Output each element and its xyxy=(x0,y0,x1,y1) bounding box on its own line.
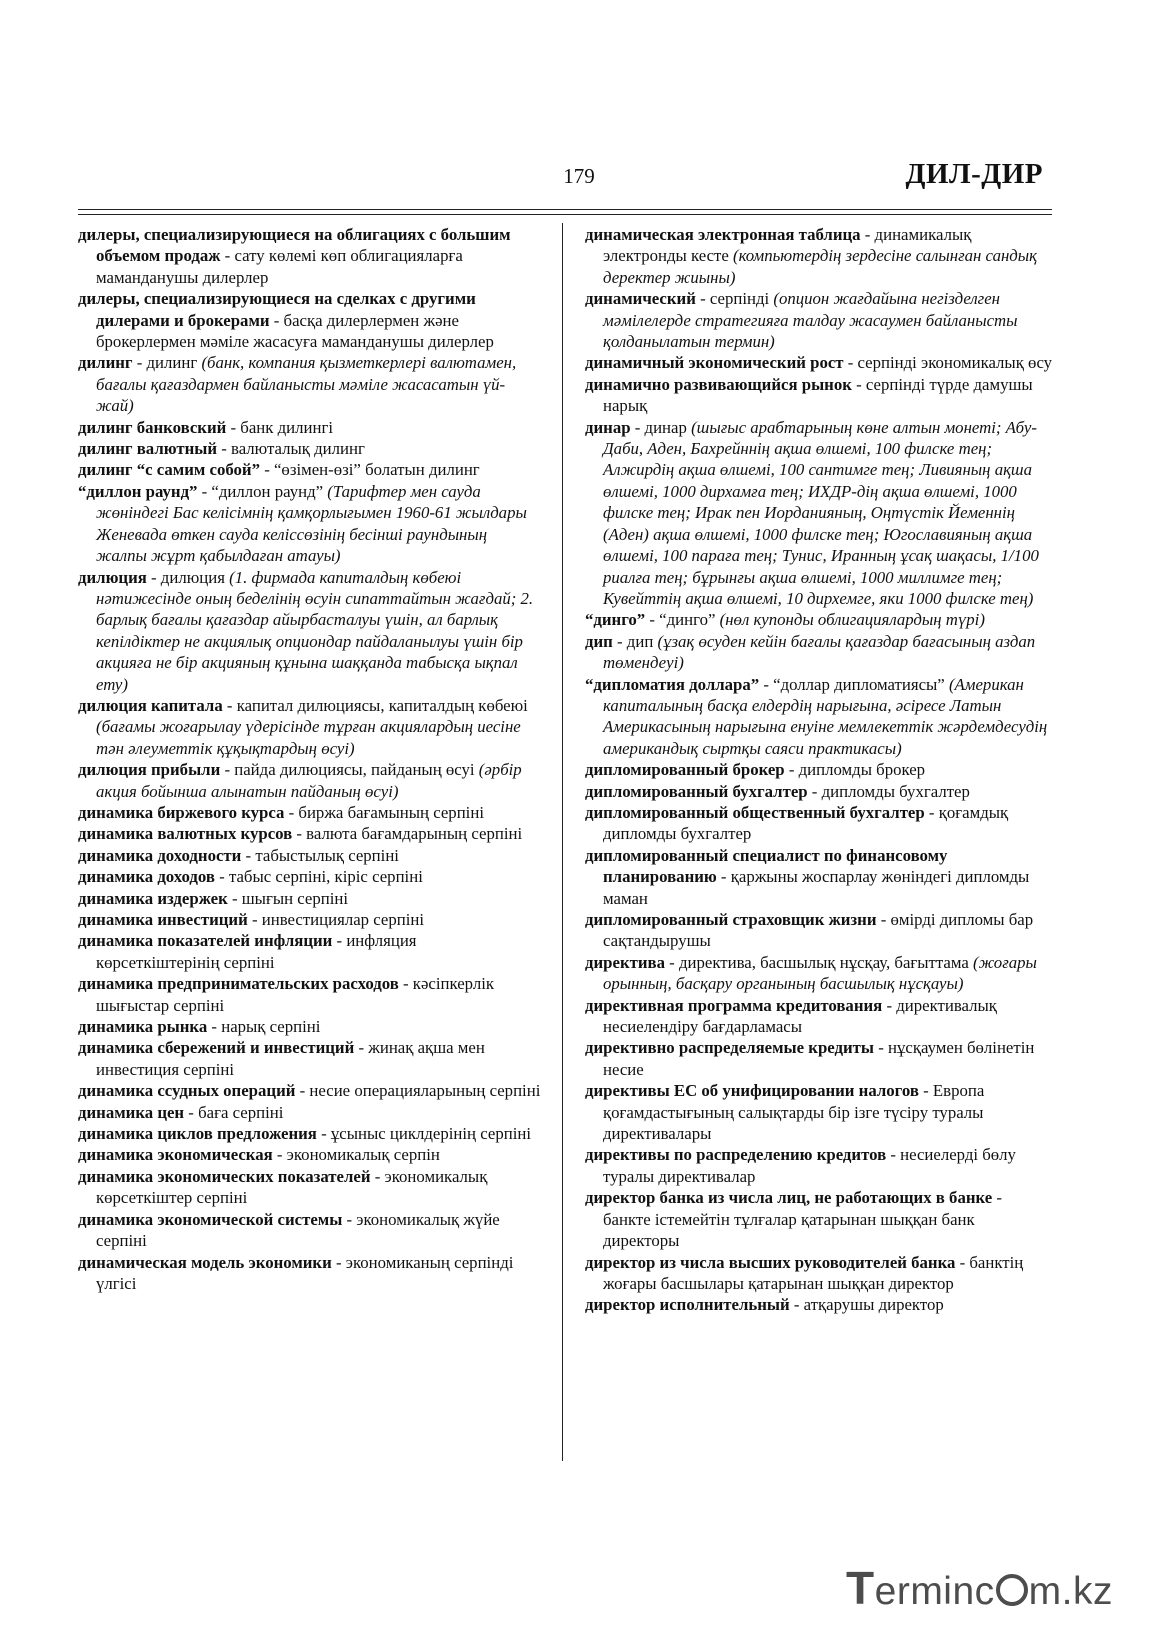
dictionary-entry xyxy=(78,1123,541,1144)
entry-term: динамическая электронная таблица xyxy=(585,225,861,244)
entry-definition: - “диллон раунд” xyxy=(197,481,328,501)
dictionary-entry xyxy=(585,288,1053,352)
entry-term: дилюция капитала xyxy=(78,695,223,715)
entry-term: динамика доходов xyxy=(78,867,215,887)
entry-definition: - экономикалық серпін xyxy=(272,1145,440,1165)
entry-term: динамика циклов предложения xyxy=(78,1124,317,1144)
entry-definition: - серпінді xyxy=(695,289,774,309)
entry-definition: - “өзімен-өзі” болатын дилинг xyxy=(260,460,480,480)
entry-note: (банк, компания қызметкерлері валютамен, бағалы қағаздармен байланысты мәміле жасасатын үй-жай) xyxy=(96,353,517,416)
entry-term: директор банка из числа лиц, не работающих в банке xyxy=(585,1188,993,1208)
entry-term: дилинг банковский xyxy=(78,417,227,437)
entry-definition: - директивалық несиелендіру бағдарламасы xyxy=(603,995,997,1037)
entry-definition: - сату көлемі көп облигацияларға маманданушы дилерлер xyxy=(96,246,463,287)
dictionary-entry xyxy=(78,1144,541,1165)
entry-term: “диллон раунд” xyxy=(78,481,198,501)
entry-term: дипломированный бухгалтер xyxy=(585,781,808,801)
entry-definition: - атқарушы директор xyxy=(789,1295,944,1315)
entry-definition: - басқа дилерлермен және брокерлермен мәміле жасасуға маманданушы дилерлер xyxy=(96,310,494,352)
entry-note: (шығыс арабтарының көне алтын монеті; Абу-Даби, Аден, Бахрейннің ақша өлшемі, 100 филске тең; Алжирдің ақша өлшемі, 100 сантимге тең; Ливияның ақша өлшемі, 1000 дирхамға тең; ИХДР-дің ақша өлшемі, 1000 филске тең; Ирак пен Иорданияның, Оңтүстік Йеменнің (Аден) ақша өлшемі, 1000 филске тең; Югославияның ақша өлшемі, 100 параға тең; Тунис, Иранның ұсақ шақасы, 1/100 риалға тең; бұрынғы ақша өлшемі, 1000 миллимге тең; Кувейттің ақша өлшемі, 10 дирхемге, яки 1000 филске тең) xyxy=(603,417,1039,608)
entry-definition: - дилюция xyxy=(146,567,230,587)
entry-definition: - өмірді дипломы бар сақтандырушы xyxy=(603,910,1034,951)
entry-term: динамика инвестиций xyxy=(78,910,248,929)
entry-definition: - қоғамдық дипломды бухгалтер xyxy=(603,802,1009,844)
dictionary-entry xyxy=(585,674,1053,760)
entry-definition: - дип xyxy=(612,631,658,651)
dictionary-entry xyxy=(585,1187,1053,1251)
entry-definition: - серпінді экономикалық өсу xyxy=(843,353,1053,373)
entry-term: “дипломатия доллара” xyxy=(585,674,760,694)
entry-definition: - серпінді түрде дамушы нарық xyxy=(603,374,1033,416)
entry-term: динамика рынка xyxy=(78,1017,208,1037)
entry-definition: - “доллар дипломатиясы” xyxy=(759,674,949,694)
entry-term: дилинг xyxy=(78,353,133,373)
entry-note: (бағамы жоғарылау үдерісінде тұрған акциялардың иесіне тән әлеуметтік құқықтардың өсуі) xyxy=(96,717,521,758)
entry-term: дилюция прибыли xyxy=(78,760,221,780)
entry-term: динамика показателей инфляции xyxy=(78,931,333,951)
entry-definition: - банктің жоғары басшылары қатарынан шыққан директор xyxy=(603,1252,1024,1293)
entry-definition: - банк дилингі xyxy=(226,417,334,437)
dictionary-entry xyxy=(585,1144,1053,1187)
dictionary-entry xyxy=(78,1016,541,1037)
dictionary-entry xyxy=(78,802,541,823)
column-divider xyxy=(562,223,563,1461)
entry-term: директивная программа кредитования xyxy=(585,995,883,1015)
entry-definition: - “динго” xyxy=(645,610,720,630)
entry-term: дипломированный брокер xyxy=(585,760,785,780)
dictionary-entry xyxy=(78,930,541,973)
dictionary-entry xyxy=(78,1080,541,1101)
entry-note: (Американ капиталының басқа елдердің нарығына, әсіресе Латын Америкасының нарығына енуіне мемлекеттік жәрдемдесудің американдық сыртқы саяси практикасы) xyxy=(603,674,1048,758)
dictionary-entry xyxy=(78,1252,541,1295)
dictionary-entry xyxy=(585,352,1053,373)
entry-note: (жоғары орынның, басқару органының басшылық нұсқауы) xyxy=(603,952,1037,994)
header-rule xyxy=(78,209,1052,210)
dictionary-entry xyxy=(78,288,541,352)
entry-definition: - табыс серпіні, кіріс серпіні xyxy=(214,867,423,887)
entry-definition: - экономикалық жүйе серпіні xyxy=(96,1209,500,1251)
entry-definition: - инфляция көрсеткіштерінің серпіні xyxy=(96,931,417,972)
entry-definition: - нарық серпіні xyxy=(207,1017,321,1037)
entry-term: дипломированный специалист по финансовому планированию xyxy=(585,845,948,887)
entry-note: (нөл купонды облигациялардың түрі) xyxy=(719,610,985,630)
entry-definition: - табыстылық серпіні xyxy=(241,845,399,865)
dictionary-entry xyxy=(78,695,541,759)
entry-term: дип xyxy=(585,631,613,651)
dictionary-entry xyxy=(585,802,1053,845)
dictionary-entry xyxy=(585,374,1053,417)
page-number: 179 xyxy=(563,164,595,188)
entry-term: директор исполнительный xyxy=(585,1295,790,1315)
header-rule xyxy=(78,214,1052,215)
site-logo: Terminc m.kz xyxy=(846,1562,1113,1614)
entry-definition: - капитал дилюциясы, капиталдың көбеюі xyxy=(222,695,528,715)
dictionary-entry xyxy=(78,1166,541,1209)
entry-term: директивы по распределению кредитов xyxy=(585,1145,887,1165)
entry-term: динамика предпринимательских расходов xyxy=(78,974,399,994)
dictionary-entry xyxy=(78,1037,541,1080)
entry-term: дипломированный страховщик жизни xyxy=(585,910,877,929)
entry-term: дилеры, специализирующиеся на сделках с другими дилерами и брокерами xyxy=(78,289,476,330)
dictionary-entry xyxy=(585,952,1053,995)
dictionary-entry xyxy=(78,845,541,866)
dictionary-entry xyxy=(78,973,541,1016)
entry-term: дилинг “с самим собой” xyxy=(78,460,260,480)
entry-definition: - экономикалық көрсеткіштер серпіні xyxy=(96,1166,488,1208)
entry-term: динамика сбережений и инвестиций xyxy=(78,1038,355,1058)
entry-term: динамика экономических показателей xyxy=(78,1166,371,1186)
dictionary-entry xyxy=(585,609,1053,630)
entry-term: динамичный экономический рост xyxy=(585,353,844,373)
dictionary-entry xyxy=(585,1294,1053,1315)
entry-definition: - банкте істемейтін тұлғалар қатарынан шыққан банк директоры xyxy=(603,1188,1002,1251)
dictionary-entry xyxy=(585,995,1053,1038)
entry-term: директивы ЕС об унифицировании налогов xyxy=(585,1081,919,1101)
dictionary-entry xyxy=(585,909,1053,952)
dictionary-entry xyxy=(78,438,541,459)
entry-note: (опцион жағдайына негізделген мәмілелерде стратегияға талдау жасаумен байланысты қолданылатын термин) xyxy=(603,289,1018,352)
entry-definition: - шығын серпіні xyxy=(227,888,349,908)
dictionary-entry xyxy=(78,1209,541,1252)
entry-definition: - Европа қоғамдастығының салықтарды бір ізге түсіру туралы директивалары xyxy=(603,1081,985,1144)
dictionary-entry xyxy=(78,1102,541,1123)
entry-term: динамика экономической системы xyxy=(78,1209,343,1229)
dictionary-entry xyxy=(78,567,541,695)
dictionary-entry xyxy=(78,352,541,416)
entry-note: (Тарифтер мен сауда жөніндегі Бас келісімнің қамқорлығымен 1960-61 жылдары Женевада өткен сауда келіссөзінің бесінші раундының жалпы жұрт қабылдаған атауы) xyxy=(96,481,527,566)
entry-term: динар xyxy=(585,417,631,437)
entry-definition: - валюта бағамдарының серпіні xyxy=(292,824,523,844)
entry-term: динамика биржевого курса xyxy=(78,802,285,822)
entry-definition: - жинақ ақша мен инвестиция серпіні xyxy=(96,1038,485,1079)
dictionary-entry xyxy=(78,459,541,480)
entry-term: динамика цен xyxy=(78,1102,185,1122)
entry-term: “динго” xyxy=(585,610,646,630)
entry-definition: - валюталық дилинг xyxy=(217,439,365,459)
dictionary-entry xyxy=(585,759,1053,780)
entry-definition: - нұсқаумен бөлінетін несие xyxy=(603,1038,1035,1079)
entry-definition: - директива, басшылық нұсқау, бағыттама xyxy=(664,952,974,972)
entry-term: динамическая модель экономики xyxy=(78,1252,332,1272)
entry-term: динамический xyxy=(585,289,696,309)
dictionary-entry xyxy=(78,224,541,288)
entry-term: динамично развивающийся рынок xyxy=(585,374,852,394)
entry-term: дилюция xyxy=(78,567,147,587)
dictionary-entry xyxy=(78,759,541,802)
entry-term: динамика ссудных операций xyxy=(78,1081,296,1101)
dictionary-entry xyxy=(585,1252,1053,1295)
entry-definition: - инвестициялар серпіні xyxy=(247,910,425,929)
dictionary-entry xyxy=(585,224,1053,288)
dictionary-entry xyxy=(78,888,541,909)
dictionary-entry xyxy=(585,417,1053,610)
section-title: ДИЛ-ДИР xyxy=(905,158,1043,190)
dictionary-entry xyxy=(78,823,541,844)
entry-note: (әрбір акция бойынша алынатын пайданың өсуі) xyxy=(96,760,522,801)
entry-term: динамика экономическая xyxy=(78,1145,273,1165)
entry-term: директива xyxy=(585,952,665,972)
entry-definition: - несиелерді бөлу туралы директивалар xyxy=(603,1145,1016,1186)
entry-term: динамика валютных курсов xyxy=(78,824,293,844)
entry-definition: - қаржыны жоспарлау жөніндегі дипломды маман xyxy=(603,867,1030,908)
entry-term: дипломированный общественный бухгалтер xyxy=(585,802,925,822)
entry-definition: - пайда дилюциясы, пайданың өсуі xyxy=(220,760,479,780)
entry-term: динамика издержек xyxy=(78,888,228,908)
entry-definition: - динамикалық электронды кесте xyxy=(603,225,972,266)
entry-term: дилинг валютный xyxy=(78,439,218,459)
dictionary-entry xyxy=(78,417,541,438)
entry-note: (ұзақ өсуден кейін бағалы қағаздар бағасының аздап төмендеуі) xyxy=(603,631,1036,673)
left-column xyxy=(78,224,541,1294)
entry-term: директор из числа высших руководителей банка xyxy=(585,1252,956,1272)
entry-definition: - дилинг xyxy=(132,353,202,373)
dictionary-entry xyxy=(78,481,541,567)
entry-note: (1. фирмада капиталдың көбеюі нәтижесінде оның беделінің өсуін сипаттайтын жағдай; 2. барлық бағалы қағаздар айырбасталуы үшін, ал барлық кепілдіктер не акциялық опциондар пайдаланылуы үшін бір акцияға не бір акцияның құнына шаққанда табысқа ықпал ету) xyxy=(96,567,534,694)
dictionary-entry xyxy=(585,845,1053,909)
entry-definition: - ұсыныс циклдерінің серпіні xyxy=(316,1124,532,1144)
dictionary-entry xyxy=(585,631,1053,674)
entry-definition: - несие операцияларының серпіні xyxy=(295,1081,541,1101)
entry-term: дилеры, специализирующиеся на облигациях с большим объемом продаж xyxy=(78,225,511,266)
dictionary-entry xyxy=(585,1037,1053,1080)
right-column xyxy=(585,224,1053,1316)
entry-term: директивно распределяемые кредиты xyxy=(585,1038,875,1058)
dictionary-entry xyxy=(78,909,541,930)
entry-definition: - дипломды брокер xyxy=(784,760,926,780)
entry-definition: - баға серпіні xyxy=(184,1102,284,1122)
entry-note: (компьютердің зердесіне салынған сандық деректер жиыны) xyxy=(603,246,1037,287)
entry-definition: - дипломды бухгалтер xyxy=(807,781,970,801)
entry-definition: - кәсіпкерлік шығыстар серпіні xyxy=(96,974,495,1015)
dictionary-entry xyxy=(585,1080,1053,1144)
entry-definition: - динар xyxy=(630,417,692,437)
entry-term: динамика доходности xyxy=(78,845,242,865)
dictionary-entry xyxy=(78,866,541,887)
entry-definition: - биржа бағамының серпіні xyxy=(284,802,484,822)
dictionary-entry xyxy=(585,781,1053,802)
entry-definition: - экономиканың серпінді үлгісі xyxy=(96,1252,514,1293)
